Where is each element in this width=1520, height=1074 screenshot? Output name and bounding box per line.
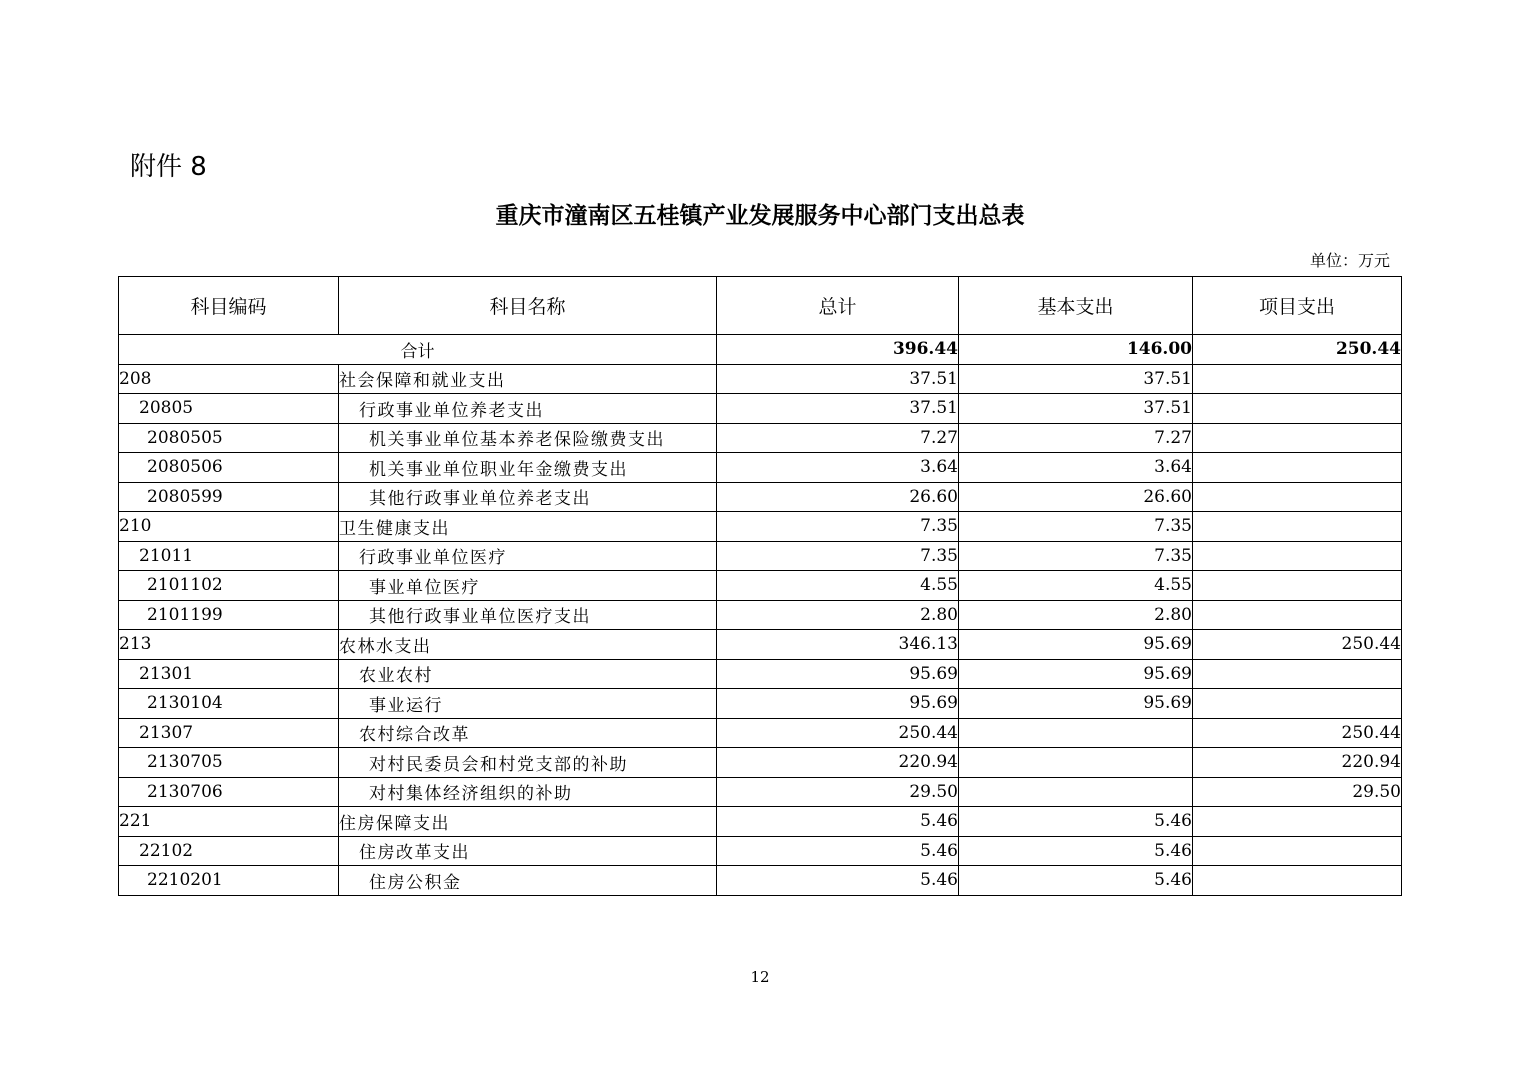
cell-project: 250.44 (1193, 718, 1402, 748)
cell-basic (959, 777, 1193, 807)
cell-total: 250.44 (717, 718, 959, 748)
cell-total: 7.27 (717, 423, 959, 453)
cell-basic: 37.51 (959, 394, 1193, 424)
cell-project (1193, 807, 1402, 837)
cell-basic: 95.69 (959, 630, 1193, 660)
table-row (119, 777, 1402, 807)
cell-code: 2101102 (119, 571, 339, 601)
table-header-row (119, 277, 1402, 335)
cell-name: 其他行政事业单位医疗支出 (339, 600, 717, 630)
table-row (119, 541, 1402, 571)
cell-name: 社会保障和就业支出 (339, 364, 717, 394)
cell-project: 250.44 (1193, 630, 1402, 660)
cell-name: 住房保障支出 (339, 807, 717, 837)
cell-code: 2130104 (119, 689, 339, 719)
cell-total: 7.35 (717, 541, 959, 571)
cell-total: 95.69 (717, 689, 959, 719)
table-row (119, 718, 1402, 748)
cell-basic: 3.64 (959, 453, 1193, 483)
cell-total: 95.69 (717, 659, 959, 689)
cell-name: 行政事业单位养老支出 (339, 394, 717, 424)
cell-basic: 95.69 (959, 689, 1193, 719)
cell-basic (959, 748, 1193, 778)
cell-project (1193, 571, 1402, 601)
cell-basic: 26.60 (959, 482, 1193, 512)
table-row (119, 689, 1402, 719)
cell-project (1193, 541, 1402, 571)
cell-basic: 4.55 (959, 571, 1193, 601)
cell-total: 5.46 (717, 836, 959, 866)
cell-name: 机关事业单位基本养老保险缴费支出 (339, 423, 717, 453)
table-row (119, 748, 1402, 778)
cell-total: 5.46 (717, 807, 959, 837)
cell-total: 2.80 (717, 600, 959, 630)
cell-total: 220.94 (717, 748, 959, 778)
total-basic: 146.00 (959, 335, 1193, 365)
header-total: 总计 (717, 277, 959, 335)
total-label: 合计 (119, 335, 717, 365)
cell-name: 卫生健康支出 (339, 512, 717, 542)
cell-code: 221 (119, 807, 339, 837)
cell-name: 农林水支出 (339, 630, 717, 660)
cell-name: 事业单位医疗 (339, 571, 717, 601)
header-project: 项目支出 (1193, 277, 1402, 335)
table-row (119, 364, 1402, 394)
page-title: 重庆市潼南区五桂镇产业发展服务中心部门支出总表 (495, 203, 1025, 229)
cell-basic: 37.51 (959, 364, 1193, 394)
cell-project (1193, 689, 1402, 719)
cell-code: 2101199 (119, 600, 339, 630)
cell-total: 5.46 (717, 866, 959, 896)
cell-basic: 5.46 (959, 807, 1193, 837)
cell-name: 农村综合改革 (339, 718, 717, 748)
cell-project (1193, 659, 1402, 689)
table-row (119, 512, 1402, 542)
table-row (119, 482, 1402, 512)
cell-total: 3.64 (717, 453, 959, 483)
cell-total: 29.50 (717, 777, 959, 807)
cell-code: 2080599 (119, 482, 339, 512)
cell-code: 2080505 (119, 423, 339, 453)
cell-code: 21301 (119, 659, 339, 689)
cell-code: 21307 (119, 718, 339, 748)
header-name: 科目名称 (339, 277, 717, 335)
cell-code: 2130705 (119, 748, 339, 778)
cell-project: 220.94 (1193, 748, 1402, 778)
cell-total: 7.35 (717, 512, 959, 542)
cell-name: 其他行政事业单位养老支出 (339, 482, 717, 512)
cell-name: 对村民委员会和村党支部的补助 (339, 748, 717, 778)
table-row (119, 659, 1402, 689)
cell-code: 21011 (119, 541, 339, 571)
total-row (119, 335, 1402, 365)
cell-basic: 5.46 (959, 836, 1193, 866)
cell-total: 346.13 (717, 630, 959, 660)
cell-project (1193, 512, 1402, 542)
expenditure-table (118, 276, 1402, 896)
cell-project (1193, 453, 1402, 483)
cell-project (1193, 364, 1402, 394)
table-row (119, 807, 1402, 837)
unit-label: 单位：万元 (1309, 251, 1390, 270)
cell-basic: 7.27 (959, 423, 1193, 453)
cell-code: 210 (119, 512, 339, 542)
cell-code: 22102 (119, 836, 339, 866)
cell-code: 2210201 (119, 866, 339, 896)
total-total: 396.44 (717, 335, 959, 365)
table-row (119, 423, 1402, 453)
cell-code: 213 (119, 630, 339, 660)
cell-code: 208 (119, 364, 339, 394)
cell-name: 机关事业单位职业年金缴费支出 (339, 453, 717, 483)
page-number: 12 (750, 968, 770, 986)
cell-basic: 2.80 (959, 600, 1193, 630)
total-project: 250.44 (1193, 335, 1402, 365)
cell-basic: 7.35 (959, 512, 1193, 542)
cell-basic: 7.35 (959, 541, 1193, 571)
attachment-label: 附件 8 (130, 152, 207, 182)
cell-project (1193, 600, 1402, 630)
cell-project (1193, 836, 1402, 866)
cell-code: 2080506 (119, 453, 339, 483)
cell-total: 4.55 (717, 571, 959, 601)
table-row (119, 836, 1402, 866)
cell-project (1193, 423, 1402, 453)
cell-basic (959, 718, 1193, 748)
cell-code: 2130706 (119, 777, 339, 807)
table-row (119, 571, 1402, 601)
table-row (119, 453, 1402, 483)
table-row (119, 630, 1402, 660)
cell-name: 住房改革支出 (339, 836, 717, 866)
cell-project: 29.50 (1193, 777, 1402, 807)
cell-total: 37.51 (717, 364, 959, 394)
header-basic: 基本支出 (959, 277, 1193, 335)
cell-project (1193, 394, 1402, 424)
cell-name: 住房公积金 (339, 866, 717, 896)
table-row (119, 600, 1402, 630)
cell-name: 对村集体经济组织的补助 (339, 777, 717, 807)
cell-project (1193, 482, 1402, 512)
header-code: 科目编码 (119, 277, 339, 335)
cell-code: 20805 (119, 394, 339, 424)
cell-total: 26.60 (717, 482, 959, 512)
cell-project (1193, 866, 1402, 896)
cell-basic: 5.46 (959, 866, 1193, 896)
cell-name: 事业运行 (339, 689, 717, 719)
cell-basic: 95.69 (959, 659, 1193, 689)
cell-name: 农业农村 (339, 659, 717, 689)
table-row (119, 394, 1402, 424)
cell-total: 37.51 (717, 394, 959, 424)
cell-name: 行政事业单位医疗 (339, 541, 717, 571)
table-row (119, 866, 1402, 896)
